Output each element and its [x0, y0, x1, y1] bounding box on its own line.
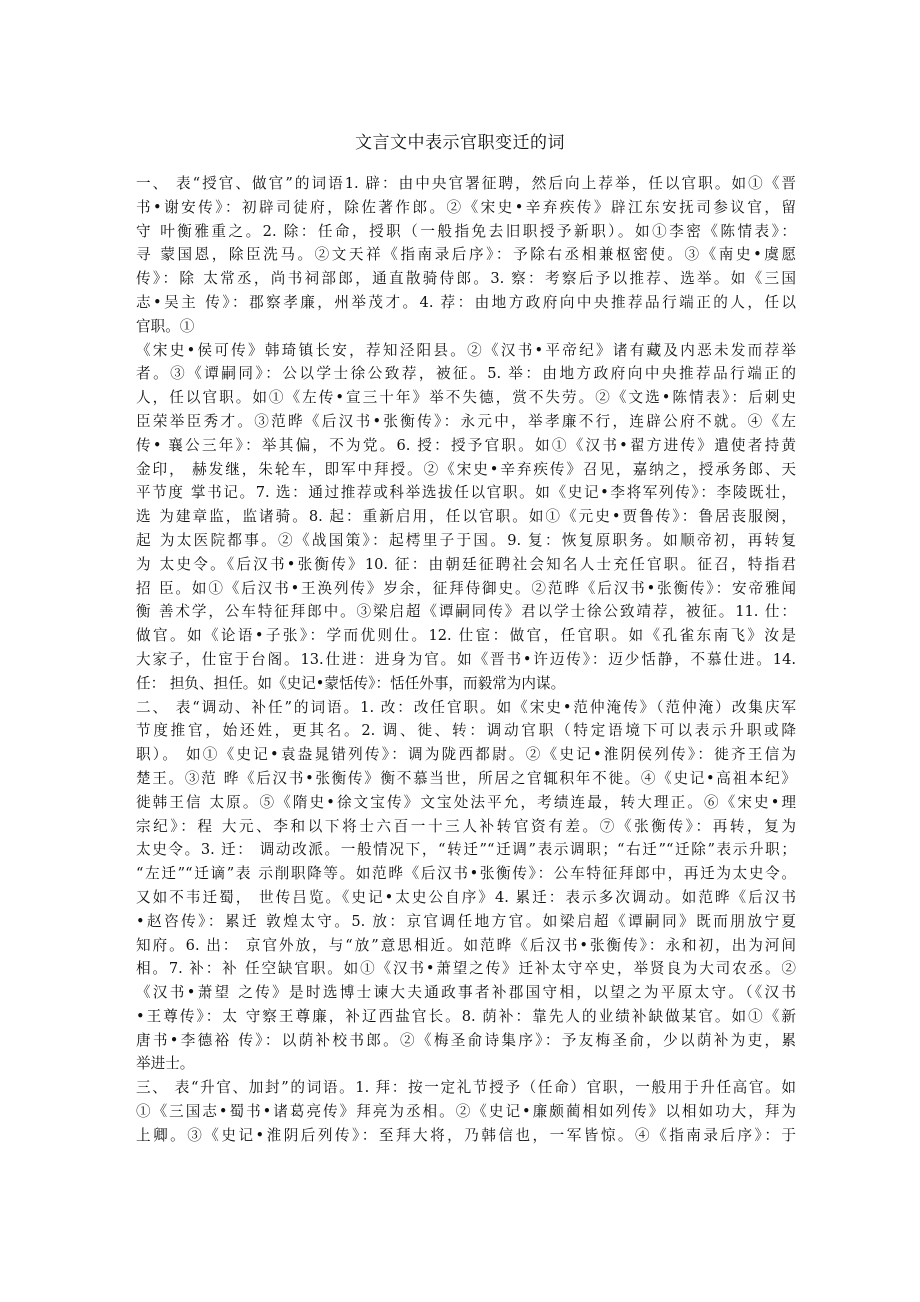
- body-line: 金印， 赫发继，朱轮车，即军中拜授。②《宋史•辛弃疾传》召见，嘉纳之，授承务郎、天: [136, 460, 796, 478]
- body-line: 书•谢安传》：初辟司徒府，除佐著作郎。②《宋史•辛弃疾传》辟江东安抚司参议官，留: [136, 198, 796, 216]
- body-line: 官职。①: [136, 317, 195, 335]
- body-line: 寻 蒙国恩，除臣洗马。②文天祥《指南录后序》：予除右丞相兼枢密使。③《南史•虞愿: [136, 246, 796, 264]
- body-line: 上卿。③《史记•淮阴后列传》：至拜大将，乃韩信也，一军皆惊。④《指南录后序》：于: [136, 1126, 796, 1144]
- body-line: 三、 表“升官、加封”的词语。1. 拜：按一定礼节授予（任命）官职，一般用于升任高官。如: [136, 1079, 796, 1097]
- body-line: 举进士。: [136, 1055, 195, 1073]
- document-title: 文言文中表示官职变迁的词: [355, 133, 565, 153]
- body-line: 大家子，仕宦于台阁。13.仕进：进身为官。如《晋书•许迈传》：迈少恬静，不慕仕进。14.: [136, 650, 796, 668]
- body-line: 者。③《谭嗣同》：公以学士徐公致荐，被征。5. 举：由地方政府向中央推荐品行端正的: [136, 365, 796, 383]
- body-line: “左迁”“迁谪”表 示削职降等。如范晔《后汉书•张衡传》：公车特征拜郎中，再迁为太史令。: [136, 865, 796, 883]
- body-line: 平节度 掌书记。7. 选：通过推荐或科举选拔任以官职。如《史记•李将军列传》：李陵既壮，: [136, 484, 796, 502]
- body-line: •赵咨传》：累迁 敦煌太守。5. 放：京官调任地方官。如梁启超《谭嗣同》既而朋放宁夏: [136, 912, 796, 930]
- body-line: 做官。如《论语•子张》：学而优则仕。12. 仕宦：做官，任官职。如《孔雀东南飞》汝是: [136, 627, 796, 645]
- body-line: •王尊传》：太 守察王尊廉，补辽西盐官长。8. 荫补：靠先人的业绩补缺做某官。如①《新: [136, 1007, 796, 1025]
- body-line: 招 臣。如①《后汉书•王涣列传》岁余，征拜侍御史。②范晔《后汉书•张衡传》：安帝雅闻: [136, 579, 796, 597]
- body-line: 人，任以官职。如①《左传•宣三十年》举不失德，赏不失劳。②《文选•陈情表》：后刺史: [136, 389, 796, 407]
- body-line: 为 太史令。《后汉书•张衡传》10. 征：由朝廷征聘社会知名人士充任官职。征召，特指君: [136, 555, 796, 573]
- body-line: 知府。6. 出： 京官外放，与“放”意思相近。如范晔《后汉书•张衡传》：永和初，出为河间: [136, 936, 796, 954]
- body-line: 传• 襄公三年》：举其偏，不为党。6. 授：授予官职。如①《汉书•翟方进传》遣使者持黄: [136, 436, 796, 454]
- body-line: 臣荣举臣秀才。③范晔《后汉书•张衡传》：永元中，举孝廉不行，连辟公府不就。④《左: [136, 412, 796, 430]
- body-line: 职）。 如①《史记•袁盎晁错列传》：调为陇西都尉。②《史记•淮阴侯列传》：徙齐王信为: [136, 746, 796, 764]
- body-line: 《汉书•萧望 之传》是时选博士谏大夫通政事者补郡国守相，以望之为平原太守。（《汉书: [136, 984, 796, 1002]
- body-line: 选 为建章监，监诸骑。8. 起：重新启用，任以官职。如①《元史•贾鲁传》：鲁居丧服阕，: [136, 508, 796, 526]
- body-line: 衡 善术学，公车特征拜郎中。③梁启超《谭嗣同传》君以学士徐公致靖荐，被征。11. 仕：: [136, 603, 796, 621]
- body-line: 宗纪》：程 大元、李和以下将士六百一十三人补转官资有差。⑦《张衡传》：再转，复为: [136, 817, 796, 835]
- body-line: 守 叶衡雅重之。2. 除：任命，授职（一般指免去旧职授予新职）。如①李密《陈情表》：: [136, 222, 796, 240]
- body-line: 相。7. 补：补 任空缺官职。如①《汉书•萧望之传》迁补太守卒史，举贤良为大司农丞。②: [136, 960, 796, 978]
- body-line: 传》：除 太常丞，尚书祠部郎，通直散骑侍郎。3. 察：考察后予以推荐、选举。如《三国: [136, 270, 796, 288]
- body-line: 又如不韦迁蜀， 世传吕览。《史记•太史公自序》4. 累迁：表示多次调动。如范晔《后汉书: [136, 888, 796, 906]
- document-body: [136, 172, 796, 1148]
- body-line: 《宋史•侯可传》韩琦镇长安，荐知泾阳县。②《汉书•平帝纪》诸有藏及内恶未发而荐举: [136, 341, 796, 359]
- body-line: 二、 表“调动、补任”的词语。1. 改：改任官职。如《宋史•范仲淹传》（范仲淹）改集庆军: [136, 698, 796, 716]
- body-line: 志•吴主 传》：郡察孝廉，州举茂才。4. 荐：由地方政府向中央推荐品行端正的人，任以: [136, 293, 796, 311]
- body-line: 任： 担负、担任。如《史记•蒙恬传》：恬任外事，而毅常为内谋。: [136, 674, 566, 692]
- body-line: 楚王。③范 晔《后汉书•张衡传》衡不慕当世，所居之官辄积年不徙。④《史记•高祖本纪》: [136, 769, 796, 787]
- body-line: 徙韩王信 太原。⑤《隋史•徐文宝传》文宝处法平允，考绩连最，转大理正。⑥《宋史•理: [136, 793, 796, 811]
- body-line: 唐书•李德裕 传》：以荫补校书郎。②《梅圣俞诗集序》：予友梅圣俞，少以荫补为吏，累: [136, 1031, 796, 1049]
- body-line: 节度推官，始还姓，更其名。2. 调、徙、转：调动官职（特定语境下可以表示升职或降: [136, 722, 796, 740]
- body-line: ①《三国志•蜀书•诸葛亮传》拜亮为丞相。②《史记•廉颇蔺相如列传》以相如功大，拜为: [136, 1103, 796, 1121]
- body-line: 太史令。3. 迁： 调动改派。一般情况下，“转迁”“迁调”表示调职；“右迁”“迁除”表示升职；: [136, 841, 796, 859]
- body-line: 一、 表“授官、做官”的词语1. 辟：由中央官署征聘，然后向上荐举，任以官职。如①《晋: [136, 175, 796, 192]
- body-line: 起 为太医院都事。②《战国策》：起樗里子于国。9. 复：恢复原职务。如顺帝初，再转复: [136, 531, 796, 549]
